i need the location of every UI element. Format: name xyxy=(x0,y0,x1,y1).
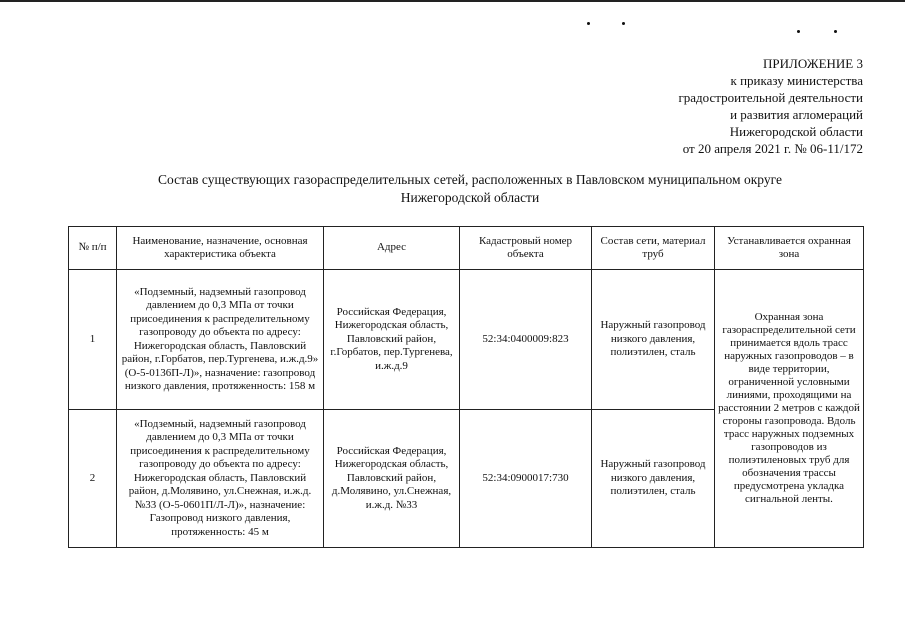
title-line: Нижегородской области xyxy=(400,190,540,205)
cell-network: Наружный газопровод низкого давления, полиэтилен, сталь xyxy=(592,270,715,410)
header-zone: Устанавливается охранная зона xyxy=(715,227,864,270)
scan-speck xyxy=(797,30,800,33)
cell-network: Наружный газопровод низкого давления, полиэтилен, сталь xyxy=(592,410,715,548)
appendix-line: к приказу министерства xyxy=(730,73,863,88)
scan-speck xyxy=(587,22,590,25)
document-title xyxy=(60,171,880,207)
cell-num: 2 xyxy=(69,410,117,548)
cell-protection-zone: Охранная зона газораспределительной сети принимается вдоль трасс наружных газопроводов – в виде территории, ограниченной условными линиями, проходящими на расстоянии 2 метров с каждой стороны газопровода. Вдоль трасс наружных подземных газопроводов из полиэтиленовых труб для обозначения трассы предусмотрена укладка сигнальной ленты. xyxy=(715,270,864,548)
header-cadastral: Кадастровый номер объекта xyxy=(460,227,592,270)
header-num: № п/п xyxy=(69,227,117,270)
appendix-line: и развития агломераций xyxy=(730,107,863,122)
scan-speck xyxy=(834,30,837,33)
title-line: Состав существующих газораспределительных сетей, расположенных в Павловском муниципальном округе xyxy=(158,172,782,187)
appendix-block xyxy=(678,55,863,157)
appendix-line: ПРИЛОЖЕНИЕ 3 xyxy=(763,56,863,71)
table-row xyxy=(69,270,864,410)
table-header-row xyxy=(69,227,864,270)
cell-cadastral: 52:34:0900017:730 xyxy=(460,410,592,548)
cell-address: Российская Федерация, Нижегородская область, Павловский район, г.Горбатов, пер.Тургенева, и.ж.д.9 xyxy=(324,270,460,410)
cell-address: Российская Федерация, Нижегородская область, Павловский район, д.Молявино, ул.Снежная, и.ж.д. №33 xyxy=(324,410,460,548)
cell-cadastral: 52:34:0400009:823 xyxy=(460,270,592,410)
cell-num: 1 xyxy=(69,270,117,410)
appendix-line: градостроительной деятельности xyxy=(678,90,863,105)
scan-top-border xyxy=(0,0,905,2)
cell-name: «Подземный, надземный газопровод давлением до 0,3 МПа от точки присоединения к распределительному газопроводу до объекта по адресу: Нижегородская область, Павловский район, д.Молявино, ул.Снежная, и.ж.д. №33 (О-5-0601П/Л-Л)», назначение: Газопровод низкого давления, протяженность: 45 м xyxy=(117,410,324,548)
cell-name: «Подземный, надземный газопровод давлением до 0,3 МПа от точки присоединения к распределительному газопроводу до объекта по адресу: Нижегородская область, Павловский район, г.Горбатов, пер.Тургенева, и.ж.д.9» (О-5-0136П-Л)», назначение: газопровод низкого давления, протяженность: 158 м xyxy=(117,270,324,410)
gas-networks-table xyxy=(68,226,864,548)
appendix-line: Нижегородской области xyxy=(729,124,863,139)
header-name: Наименование, назначение, основная характеристика объекта xyxy=(117,227,324,270)
scan-speck xyxy=(622,22,625,25)
header-address: Адрес xyxy=(324,227,460,270)
appendix-line: от 20 апреля 2021 г. № 06-11/172 xyxy=(682,141,863,156)
header-network: Состав сети, материал труб xyxy=(592,227,715,270)
